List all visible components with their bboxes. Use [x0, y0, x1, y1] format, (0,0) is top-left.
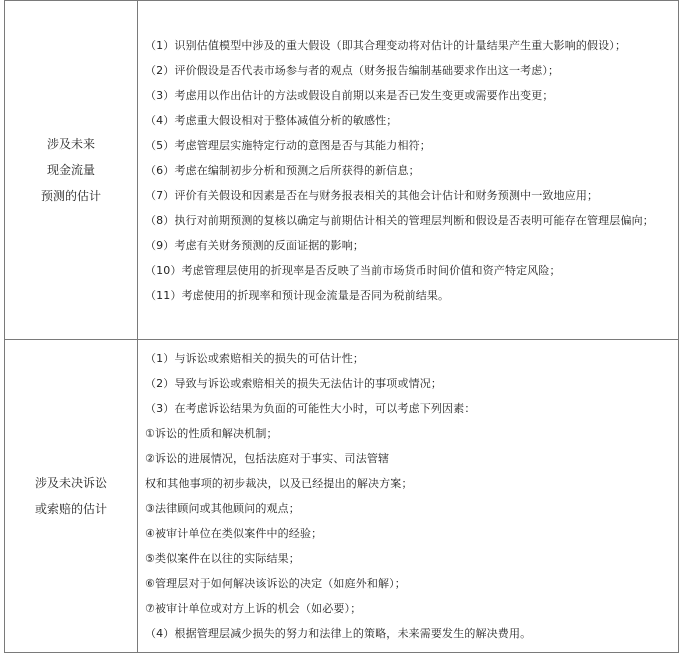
category-line: 涉及未来 [46, 137, 95, 151]
list-item: ⑦被审计单位或对方上诉的机会（如必要）； [145, 602, 362, 615]
list-item: （3）在考虑诉讼结果为负面的可能性大小时，可以考虑下列因素： [145, 402, 476, 415]
category-line: 或索赔的估计 [34, 502, 107, 516]
list-item: （3）考虑用以作出估计的方法或假设自前期以来是否已发生变更或需要作出变更； [145, 88, 554, 102]
list-item: （1）与诉讼或索赔相关的损失的可估计性； [145, 352, 364, 365]
list-item: （11）考虑使用的折现率和预计现金流量是否同为税前结果。 [145, 288, 450, 302]
list-item: ④被审计单位在类似案件中的经验； [145, 527, 323, 540]
list-item: ⑤类似案件在以往的实际结果； [145, 552, 300, 565]
category-line: 预测的估计 [40, 189, 101, 203]
list-item: ⑥管理层对于如何解决该诉讼的决定（如庭外和解）； [145, 577, 406, 590]
list-item: ②诉讼的进展情况，包括法庭对于事实、司法管辖 [145, 452, 390, 465]
list-item: （1）识别估值模型中涉及的重大假设（即其合理变动将对估计的计量结果产生重大影响的假设）； [145, 38, 627, 52]
list-item: （4）考虑重大假设相对于整体减值分析的敏感性； [145, 113, 398, 127]
table-row [5, 1, 679, 340]
list-item: （4）根据管理层减少损失的努力和法律上的策略，未来需要发生的解决费用。 [145, 627, 532, 640]
list-item: （5）考虑管理层实施特定行动的意图是否与其能力相符； [145, 138, 431, 152]
category-cell [5, 1, 138, 340]
table-row [5, 340, 679, 653]
estimates-table [4, 0, 679, 653]
items-cell [138, 1, 679, 340]
list-item: （7）评价有关假设和因素是否在与财务报表相关的其他会计估计和财务预测中一致地应用； [145, 188, 599, 202]
list-item: （9）考虑有关财务预测的反面证据的影响； [145, 238, 364, 252]
list-item: （6）考虑在编制初步分析和预测之后所获得的新信息； [145, 163, 420, 177]
list-item: （2）评价假设是否代表市场参与者的观点（财务报告编制基础要求作出这一考虑）； [145, 63, 560, 77]
items-cell [138, 340, 679, 653]
list-item: （2）导致与诉讼或索赔相关的损失无法估计的事项或情况； [145, 377, 443, 390]
list-item: 权和其他事项的初步裁决，以及已经提出的解决方案； [145, 477, 413, 490]
category-line: 现金流量 [46, 163, 95, 177]
list-item: （8）执行对前期预测的复核以确定与前期估计相关的管理层判断和假设是否表明可能存在管理层偏向； [145, 213, 654, 227]
list-item: ①诉讼的性质和解决机制； [145, 427, 278, 440]
category-line: 涉及未决诉讼 [34, 476, 107, 490]
list-item: （10）考虑管理层使用的折现率是否反映了当前市场货币时间价值和资产特定风险； [145, 263, 561, 277]
category-cell [5, 340, 138, 653]
list-item: ③法律顾问或其他顾问的观点； [145, 502, 300, 515]
